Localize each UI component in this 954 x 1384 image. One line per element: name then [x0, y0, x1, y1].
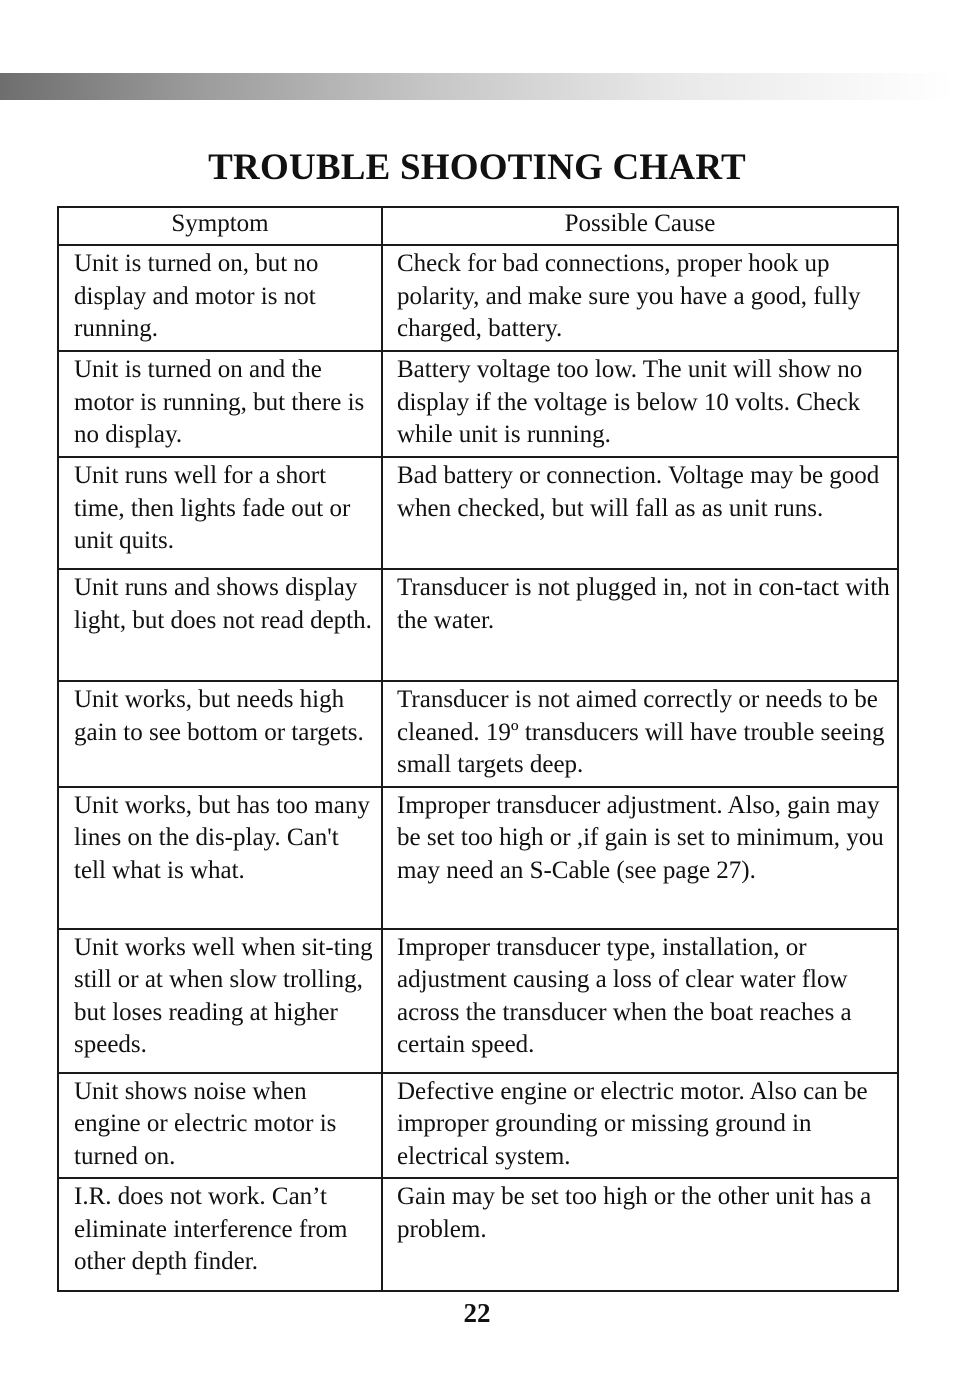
cause-cell: Gain may be set too high or the other unit has a problem.: [382, 1178, 898, 1291]
cause-cell: Improper transducer type, installation, or adjustment causing a loss of clear water flow across the transducer when the boat reaches a certain speed.: [382, 929, 898, 1073]
table-row: [58, 457, 898, 569]
table-row: [58, 1073, 898, 1179]
symptom-cell: Unit runs and shows display light, but does not read depth.: [58, 569, 382, 681]
table-row: [58, 1178, 898, 1291]
symptom-cell: Unit shows noise when engine or electric motor is turned on.: [58, 1073, 382, 1179]
cause-cell: Defective engine or electric motor. Also can be improper grounding or missing ground in electrical system.: [382, 1073, 898, 1179]
symptom-cell: Unit works well when sit-ting still or at when slow trolling, but loses reading at higher speeds.: [58, 929, 382, 1073]
symptom-cell: I.R. does not work. Can’t eliminate interference from other depth finder.: [58, 1178, 382, 1291]
cause-cell: Battery voltage too low. The unit will show no display if the voltage is below 10 volts. Check while unit is running.: [382, 351, 898, 457]
table-row: [58, 681, 898, 787]
symptom-cell: Unit runs well for a short time, then lights fade out or unit quits.: [58, 457, 382, 569]
symptom-cell: Unit is turned on and the motor is running, but there is no display.: [58, 351, 382, 457]
table-row: [58, 245, 898, 351]
table-header-row: [58, 207, 898, 245]
cause-cell: Bad battery or connection. Voltage may be good when checked, but will fall as as unit runs.: [382, 457, 898, 569]
table-row: [58, 569, 898, 681]
table-row: [58, 787, 898, 929]
cause-cell: Improper transducer adjustment. Also, gain may be set too high or ,if gain is set to minimum, you may need an S-Cable (see page 27).: [382, 787, 898, 929]
header-gradient-bar: [0, 73, 954, 100]
symptom-cell: Unit works, but has too many lines on the dis-play. Can't tell what is what.: [58, 787, 382, 929]
symptom-cell: Unit is turned on, but no display and motor is not running.: [58, 245, 382, 351]
table-row: [58, 351, 898, 457]
troubleshooting-table: [57, 206, 899, 1292]
page-number: 22: [463, 1298, 491, 1328]
table-row: [58, 929, 898, 1073]
symptom-cell: Unit works, but needs high gain to see bottom or targets.: [58, 681, 382, 787]
cause-cell: Transducer is not plugged in, not in con-tact with the water.: [382, 569, 898, 681]
column-header-possible-cause: Possible Cause: [382, 207, 898, 245]
cause-cell: Check for bad connections, proper hook up polarity, and make sure you have a good, fully charged, battery.: [382, 245, 898, 351]
page-title: TROUBLE SHOOTING CHART: [208, 147, 746, 188]
column-header-symptom: Symptom: [58, 207, 382, 245]
cause-cell: Transducer is not aimed correctly or needs to be cleaned. 19º transducers will have trouble seeing small targets deep.: [382, 681, 898, 787]
